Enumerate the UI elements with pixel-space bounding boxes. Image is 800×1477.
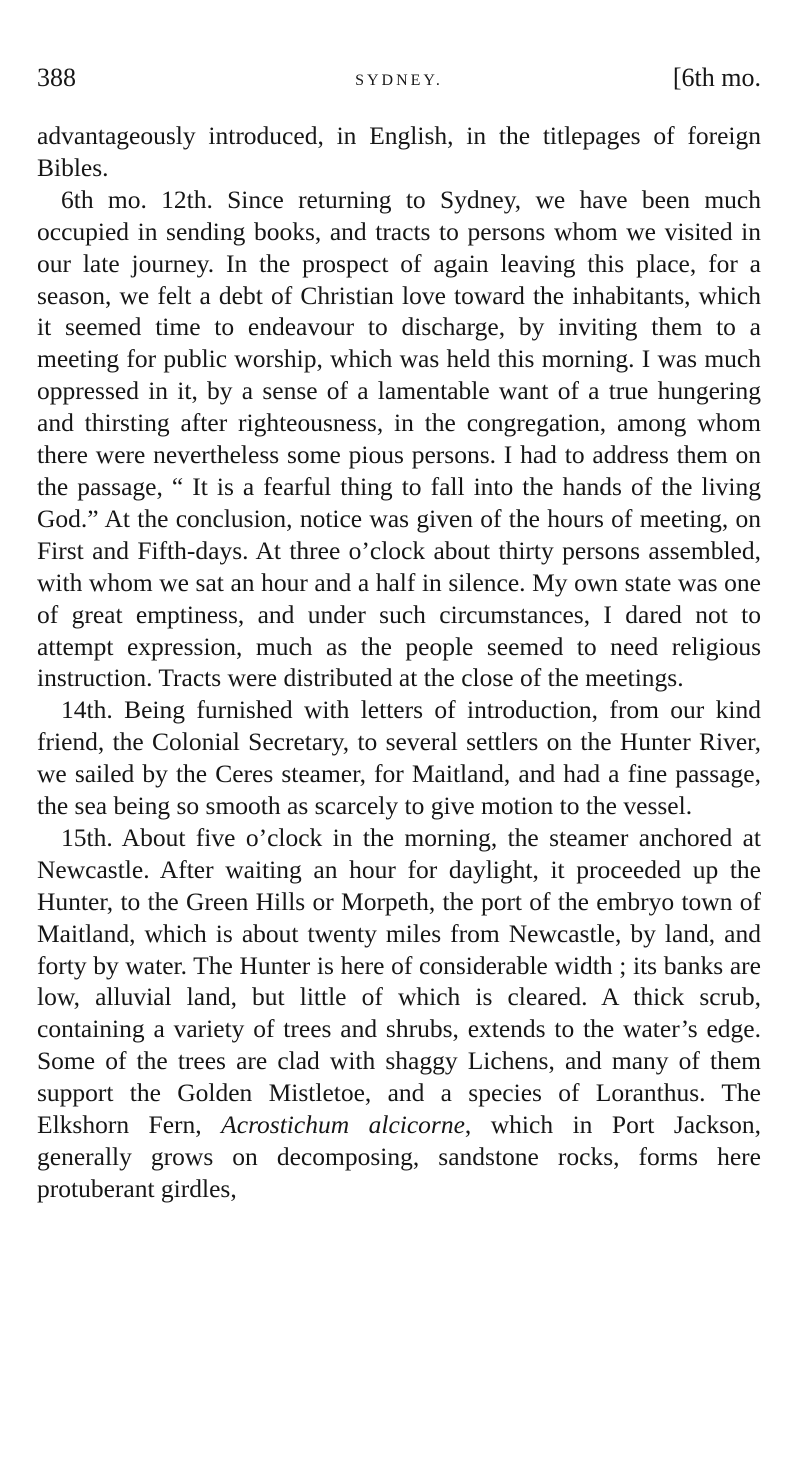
paragraph-entry-12th: 6th mo. 12th. Since returning to Sydney, we have been much occupied in sending books, and tracts to persons whom we visited in our late journey. In the prospect of again leaving this place, for a season, we felt a debt of Christian love toward the inhabitants, which it seemed time to endeavour to discharge, by inviting them to a meeting for public worship, which was held this morning. I was much oppressed in it, by a sense of a lamentable want of a true hungering and thirsting after righteousness, in the congregation, among whom there were nevertheless some pious persons. I had to address them on the passage, “ It is a fearful thing to fall into the hands of the living God.” At the conclusion, notice was given of the hours of meeting, on First and Fifth-days. At three o’clock about thirty persons assembled, with whom we sat an hour and a half in silence. My own state was one of great emptiness, and under such circumstances, I dared not to attempt expression, much as the people seemed to need religious instruction. Tracts were distributed at the close of the meetings.	[37, 184, 761, 693]
page-header	[37, 62, 761, 94]
body-text	[37, 120, 761, 1205]
paragraph-continuation: advantageously introduced, in English, in the titlepages of foreign Bibles.	[37, 121, 761, 182]
book-page	[37, 62, 761, 1205]
species-name: Acrostichum alcicorne	[221, 1110, 465, 1140]
page-number: 388	[37, 63, 76, 92]
month-marker: [6th mo.	[672, 63, 761, 92]
paragraph-entry-15th	[37, 822, 761, 1205]
paragraph-text-after: , which in Port Jackson, generally grows on decomposing, sandstone rocks, forms here protuberant girdles,	[37, 1110, 761, 1203]
running-title: SYDNEY.	[355, 72, 443, 89]
paragraph-text-before: 15th. About five o’clock in the morning, the steamer anchored at Newcastle. After waiting an hour for daylight, it proceeded up the Hunter, to the Green Hills or Morpeth, the port of the embryo town of Maitland, which is about twenty miles from Newcastle, by land, and forty by water. The Hunter is here of considerable width ; its banks are low, alluvial land, but little of which is cleared. A thick scrub, containing a variety of trees and shrubs, extends to the water’s edge. Some of the trees are clad with shaggy Lichens, and many of them support the Golden Mistletoe, and a species of Loranthus. The Elkshorn Fern,	[37, 822, 761, 1140]
paragraph-entry-14th: 14th. Being furnished with letters of introduction, from our kind friend, the Colonial Secretary, to several settlers on the Hunter River, we sailed by the Ceres steamer, for Maitland, and had a fine passage, the sea being so smooth as scarcely to give motion to the vessel.	[37, 695, 761, 821]
